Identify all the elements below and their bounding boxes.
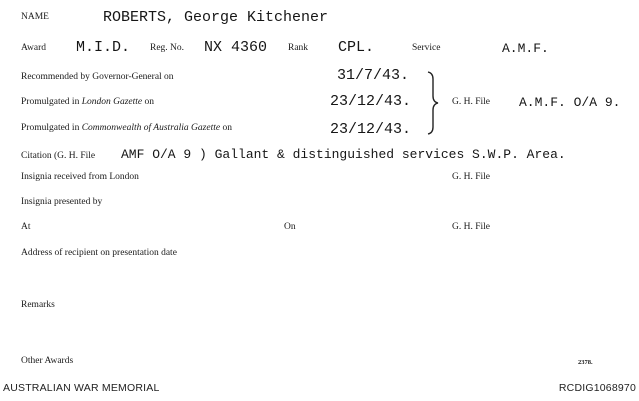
remarks-label: Remarks xyxy=(21,300,55,310)
citation-value: AMF O/A 9 ) Gallant & distinguished services S.W.P. Area. xyxy=(121,147,566,162)
regno-label: Reg. No. xyxy=(150,43,185,53)
gh-file-label-3: G. H. File xyxy=(452,222,490,232)
rank-label: Rank xyxy=(288,43,309,53)
gh-file-value: A.M.F. O/A 9. xyxy=(519,95,621,110)
other-awards-label: Other Awards xyxy=(21,356,74,366)
award-value: M.I.D. xyxy=(76,39,131,56)
promulgated-cwlth-date: 23/12/43. xyxy=(330,121,412,138)
gh-file-label-2: G. H. File xyxy=(452,172,490,182)
address-label: Address of recipient on presentation date xyxy=(21,248,177,258)
footer-credit: AUSTRALIAN WAR MEMORIAL xyxy=(3,382,160,394)
citation-label: Citation (G. H. File xyxy=(21,151,96,161)
recommended-date: 31/7/43. xyxy=(337,67,410,84)
promulgated-cwlth-label: Promulgated in Commonwealth of Australia Gazette on xyxy=(21,123,232,133)
promulgated-london-date: 23/12/43. xyxy=(330,93,412,110)
insignia-presented-label: Insignia presented by xyxy=(21,197,103,207)
promulgated-london-label: Promulgated in London Gazette on xyxy=(21,97,155,107)
name-value: ROBERTS, George Kitchener xyxy=(103,9,329,26)
award-label: Award xyxy=(21,43,46,53)
rank-value: CPL. xyxy=(338,39,375,56)
service-label: Service xyxy=(412,43,441,53)
footer-id: RCDIG1068970 xyxy=(558,382,636,394)
recommended-label: Recommended by Governor-General on xyxy=(21,72,174,82)
card-number: 2378. xyxy=(578,359,593,366)
gh-file-label: G. H. File xyxy=(452,97,490,107)
on-label: On xyxy=(284,222,296,232)
name-label: NAME xyxy=(21,12,49,22)
regno-value: NX 4360 xyxy=(204,39,268,56)
service-value: A.M.F. xyxy=(502,41,549,56)
at-label: At xyxy=(21,222,31,232)
brace-mark xyxy=(422,70,444,136)
insignia-received-label: Insignia received from London xyxy=(21,172,139,182)
